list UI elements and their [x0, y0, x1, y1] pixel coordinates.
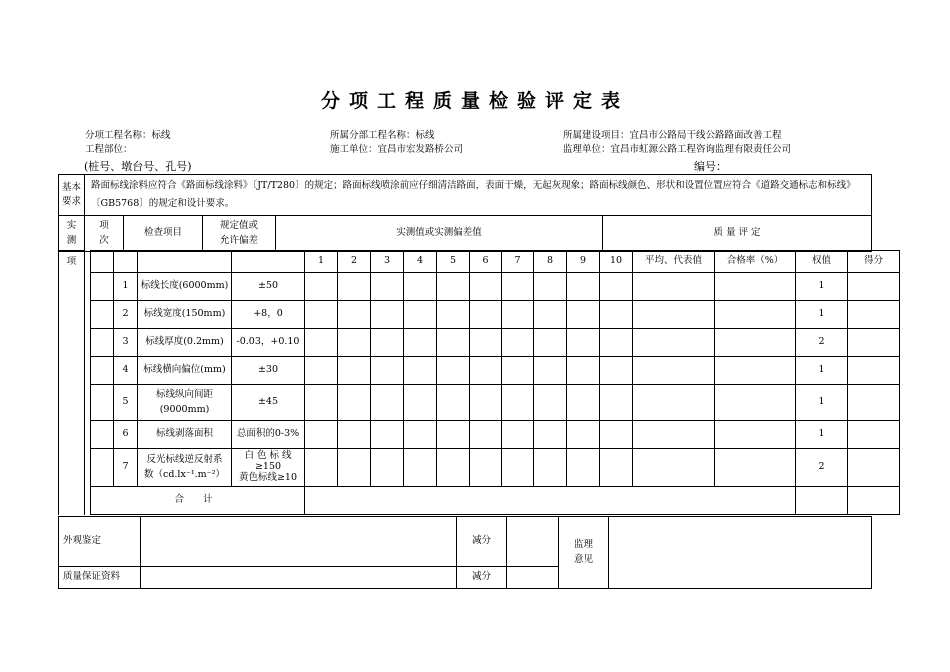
row-measure-cell	[404, 273, 437, 301]
row-measure-cell	[470, 385, 502, 421]
row-measure-cell	[305, 357, 338, 385]
row-pass-rate	[715, 385, 796, 421]
row-measure-cell	[567, 357, 600, 385]
row-score	[848, 357, 900, 385]
row-measure-cell	[470, 301, 502, 329]
row-score	[848, 301, 900, 329]
col-n10: 10	[600, 251, 633, 273]
row-measure-cell	[305, 329, 338, 357]
row-measure-cell	[502, 273, 534, 301]
row-measure-cell	[600, 273, 633, 301]
col-check-item: 检查项目	[124, 216, 203, 252]
row-score	[848, 273, 900, 301]
row-measure-cell	[338, 273, 371, 301]
col-n2: 2	[338, 251, 371, 273]
row-pass-rate	[715, 301, 796, 329]
col-n4: 4	[404, 251, 437, 273]
row-measure-cell	[404, 421, 437, 449]
table-row	[59, 421, 900, 449]
row-measure-cell	[305, 385, 338, 421]
data-table	[58, 250, 900, 515]
project-location: 工程部位：	[85, 144, 133, 155]
row-measure-cell	[437, 329, 470, 357]
row-measure-cell	[305, 449, 338, 487]
row-measure-cell	[470, 449, 502, 487]
row-measure-cell	[305, 421, 338, 449]
col-n9: 9	[567, 251, 600, 273]
row-measure-cell	[305, 273, 338, 301]
row-no: 6	[114, 421, 138, 449]
row-weight: 1	[796, 301, 848, 329]
row-measure-cell	[502, 449, 534, 487]
supervision-opinion	[609, 517, 872, 589]
row-score	[848, 385, 900, 421]
row-measure-cell	[437, 385, 470, 421]
page-title: 分项工程质量检验评定表	[320, 90, 629, 112]
row-measure-cell	[567, 329, 600, 357]
row-average	[633, 301, 715, 329]
row-measure-cell	[338, 357, 371, 385]
row-score	[848, 329, 900, 357]
row-check-item: 标线横向偏位(mm)	[138, 357, 232, 385]
row-measure-cell	[371, 449, 404, 487]
col-n6: 6	[470, 251, 502, 273]
row-measure-cell	[600, 301, 633, 329]
row-weight: 1	[796, 385, 848, 421]
row-measure-cell	[404, 301, 437, 329]
row-weight: 1	[796, 273, 848, 301]
division-name: 所属分部工程名称：标线	[330, 130, 435, 141]
row-measure-cell	[600, 421, 633, 449]
row-spec: +8，0	[232, 301, 305, 329]
basic-label: 基本 要求	[59, 175, 85, 216]
total-row	[59, 487, 900, 515]
row-weight: 2	[796, 329, 848, 357]
row-measure-cell	[534, 421, 567, 449]
row-no: 1	[114, 273, 138, 301]
appearance-value	[141, 517, 457, 567]
row-measure-cell	[502, 301, 534, 329]
row-pass-rate	[715, 421, 796, 449]
row-no: 2	[114, 301, 138, 329]
deduct-label-1: 减分	[457, 517, 507, 567]
basic-requirements: 路面标线涂料应符合《路面标线涂料》〔JT/T280〕的规定；路面标线喷涂前应仔细清洁路面，表面干燥，无起灰现象；路面标线颜色、形状和设置位置应符合《道路交通标志和标线》〔GB5768〕的规定和设计要求。	[85, 175, 872, 216]
row-measure-cell	[404, 329, 437, 357]
col-n3: 3	[371, 251, 404, 273]
row-measure-cell	[305, 301, 338, 329]
table-row	[59, 357, 900, 385]
deduct-value-1	[507, 517, 559, 567]
quality-docs-label: 质量保证资料	[59, 567, 141, 589]
col-score: 得分	[848, 251, 900, 273]
row-measure-cell	[437, 273, 470, 301]
row-measure-cell	[534, 449, 567, 487]
row-average	[633, 421, 715, 449]
row-spec: ±30	[232, 357, 305, 385]
row-measure-cell	[567, 301, 600, 329]
row-measure-cell	[567, 421, 600, 449]
row-check-item: 标线长度(6000mm)	[138, 273, 232, 301]
row-spec: 总面积的0-3%	[232, 421, 305, 449]
row-check-item: 标线纵向间距 (9000mm)	[138, 385, 232, 421]
row-measure-cell	[600, 385, 633, 421]
deduct-label-2: 减分	[457, 567, 507, 589]
row-measure-cell	[502, 357, 534, 385]
row-spec: 白 色 标 线 ≥150 黄色标线≥10	[232, 449, 305, 487]
row-measure-cell	[404, 357, 437, 385]
row-spec: ±50	[232, 273, 305, 301]
row-measure-cell	[371, 357, 404, 385]
row-weight: 1	[796, 357, 848, 385]
row-measure-cell	[338, 421, 371, 449]
row-average	[633, 385, 715, 421]
row-measure-cell	[600, 449, 633, 487]
row-measure-cell	[371, 273, 404, 301]
number-label: 编号：	[694, 160, 727, 173]
sub-project-name: 分项工程名称：标线	[85, 130, 171, 141]
row-no: 3	[114, 329, 138, 357]
row-measure-cell	[338, 385, 371, 421]
row-measure-cell	[371, 329, 404, 357]
row-measure-cell	[470, 421, 502, 449]
row-measure-cell	[470, 329, 502, 357]
row-pass-rate	[715, 273, 796, 301]
row-measure-cell	[437, 421, 470, 449]
row-no: 5	[114, 385, 138, 421]
row-measure-cell	[470, 273, 502, 301]
footer-table	[58, 516, 872, 589]
col-n5: 5	[437, 251, 470, 273]
row-no: 7	[114, 449, 138, 487]
row-measure-cell	[567, 273, 600, 301]
row-measure-cell	[437, 449, 470, 487]
row-average	[633, 273, 715, 301]
table-row	[59, 385, 900, 421]
row-measure-cell	[534, 385, 567, 421]
total-label: 合 计	[91, 487, 305, 515]
row-check-item: 标线厚度(0.2mm)	[138, 329, 232, 357]
quality-docs-value	[141, 567, 457, 589]
row-measure-cell	[534, 357, 567, 385]
col-spec: 规定值或 允许偏差	[203, 216, 276, 252]
row-pass-rate	[715, 357, 796, 385]
col-item-no: 项 次	[85, 216, 124, 252]
supervision-label: 监理 意见	[559, 517, 609, 589]
col-weight: 权值	[796, 251, 848, 273]
table-row	[59, 301, 900, 329]
row-score	[848, 421, 900, 449]
row-measure-cell	[371, 421, 404, 449]
row-no: 4	[114, 357, 138, 385]
row-check-item: 标线宽度(150mm)	[138, 301, 232, 329]
table-row	[59, 273, 900, 301]
row-measure-cell	[567, 449, 600, 487]
row-measure-cell	[404, 385, 437, 421]
row-measure-cell	[470, 357, 502, 385]
appearance-label: 外观鉴定	[59, 517, 141, 567]
col-n8: 8	[534, 251, 567, 273]
col-measured-values: 实测值或实测偏差值	[276, 216, 603, 252]
col-quality: 质 量 评 定	[603, 216, 872, 252]
row-measure-cell	[437, 357, 470, 385]
row-pass-rate	[715, 329, 796, 357]
row-measure-cell	[534, 301, 567, 329]
row-measure-cell	[567, 385, 600, 421]
row-average	[633, 357, 715, 385]
row-measure-cell	[502, 329, 534, 357]
row-score	[848, 449, 900, 487]
row-measure-cell	[534, 273, 567, 301]
col-average: 平均、代表值	[633, 251, 715, 273]
row-spec: ±45	[232, 385, 305, 421]
row-average	[633, 329, 715, 357]
contractor: 施工单位：宜昌市宏发路桥公司	[330, 144, 464, 155]
row-measure-cell	[404, 449, 437, 487]
table-row	[59, 329, 900, 357]
col-n7: 7	[502, 251, 534, 273]
col-n1: 1	[305, 251, 338, 273]
row-average	[633, 449, 715, 487]
row-measure-cell	[502, 421, 534, 449]
row-check-item: 反光标线逆反射系 数（cd.lx⁻¹.m⁻²）	[138, 449, 232, 487]
supervisor: 监理单位：宜昌市虹源公路工程咨询监理有限责任公司	[563, 144, 792, 155]
stake-label: (桩号、墩台号、孔号)	[84, 160, 192, 173]
col-measured-item: 实 测	[59, 216, 85, 252]
row-measure-cell	[371, 385, 404, 421]
row-check-item: 标线剥落面积	[138, 421, 232, 449]
row-measure-cell	[371, 301, 404, 329]
col-xiang: 项	[59, 251, 85, 273]
row-weight: 2	[796, 449, 848, 487]
row-measure-cell	[338, 449, 371, 487]
row-measure-cell	[338, 301, 371, 329]
row-pass-rate	[715, 449, 796, 487]
header-table	[58, 174, 872, 252]
row-measure-cell	[600, 357, 633, 385]
row-measure-cell	[338, 329, 371, 357]
table-row	[59, 449, 900, 487]
row-weight: 1	[796, 421, 848, 449]
deduct-value-2	[507, 567, 559, 589]
construction-item: 所属建设项目：宜昌市公路局干线公路路面改善工程	[563, 130, 782, 141]
col-pass-rate: 合格率（%）	[715, 251, 796, 273]
row-measure-cell	[600, 329, 633, 357]
row-measure-cell	[534, 329, 567, 357]
row-spec: -0.03，+0.10	[232, 329, 305, 357]
row-measure-cell	[502, 385, 534, 421]
row-measure-cell	[437, 301, 470, 329]
